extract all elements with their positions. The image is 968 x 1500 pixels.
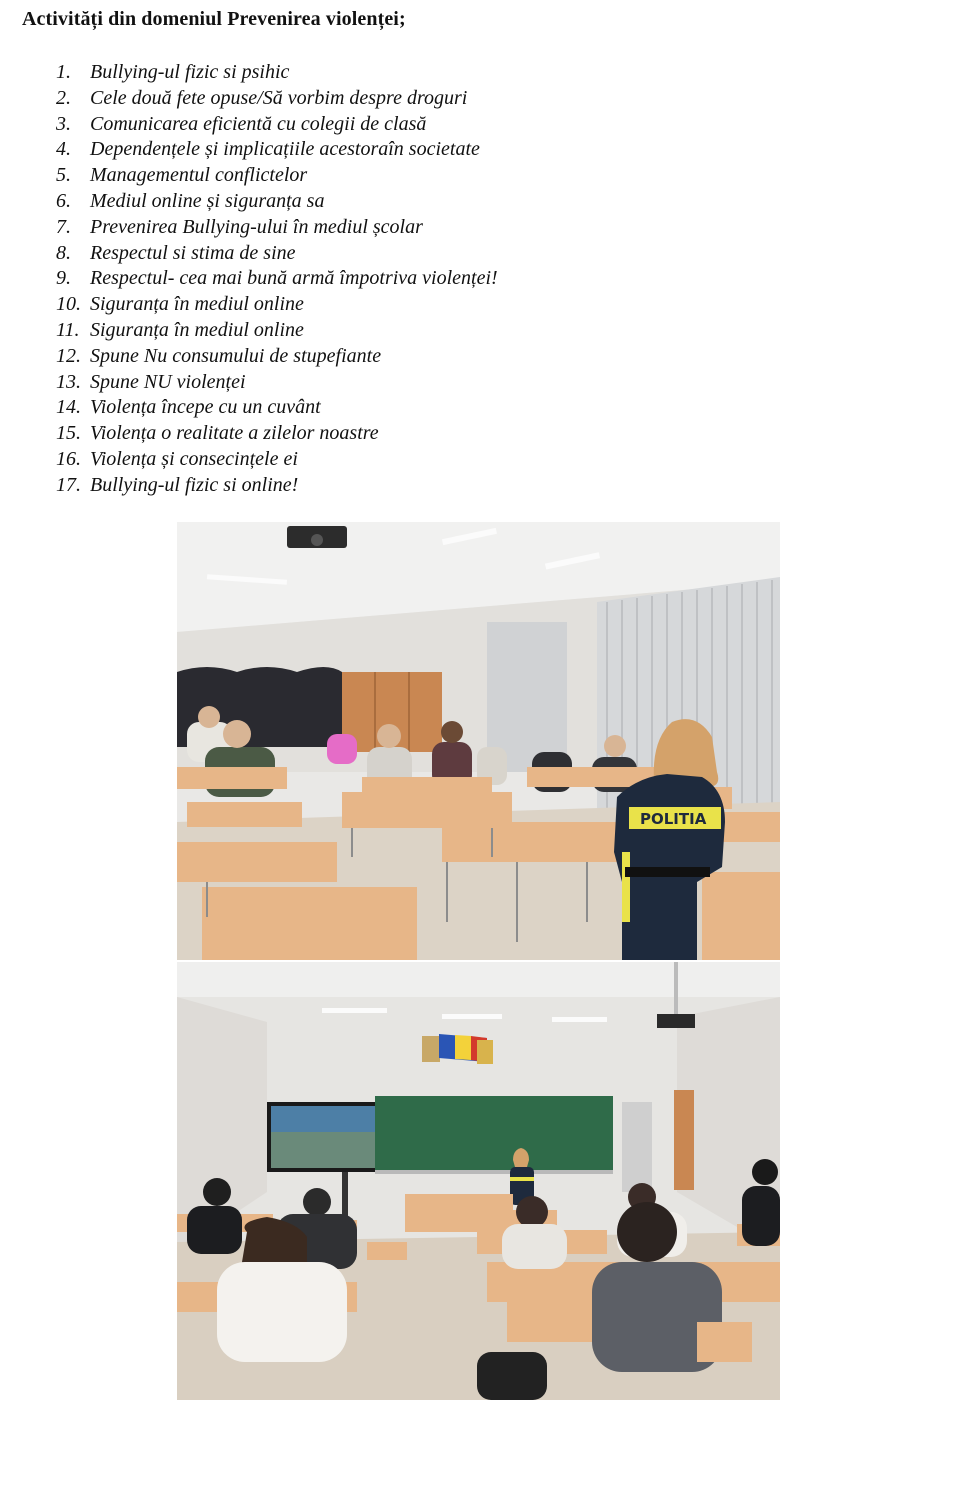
- list-item: 4. Dependențele și implicațiile acestoraîn societate: [56, 138, 480, 161]
- classroom-photo-2: [177, 962, 780, 1400]
- list-item: 16. Violența și consecințele ei: [56, 447, 298, 470]
- list-item: 13. Spune NU violenței: [56, 370, 246, 393]
- list-item: 2. Cele două fete opuse/Să vorbim despre droguri: [56, 86, 468, 109]
- list-item: 12. Spune Nu consumului de stupefiante: [56, 344, 382, 367]
- activities-list: [56, 60, 498, 499]
- list-item: 17. Bullying-ul fizic si online!: [56, 473, 299, 496]
- list-item: 14. Violența începe cu un cuvânt: [56, 396, 321, 419]
- list-item: 9. Respectul- cea mai bună armă împotriva violenței!: [56, 267, 498, 290]
- list-item: 7. Prevenirea Bullying-ului în mediul școlar: [56, 215, 423, 238]
- list-item: 10. Siguranța în mediul online: [56, 293, 304, 316]
- classroom-photo-1: [177, 522, 780, 960]
- list-item: 8. Respectul si stima de sine: [56, 241, 296, 264]
- list-item: 5. Managementul conflictelor: [56, 164, 308, 187]
- list-item: 11. Siguranța în mediul online: [56, 318, 304, 341]
- uniform-label: POLITIA: [640, 810, 707, 828]
- list-item: 1. Bullying-ul fizic si psihic: [56, 61, 290, 83]
- page-heading: Activități din domeniul Prevenirea violenței;: [22, 8, 406, 30]
- list-item: 6. Mediul online și siguranța sa: [56, 189, 325, 212]
- list-item: 15. Violența o realitate a zilelor noastre: [56, 422, 379, 445]
- list-item: 3. Comunicarea eficientă cu colegii de clasă: [56, 112, 427, 135]
